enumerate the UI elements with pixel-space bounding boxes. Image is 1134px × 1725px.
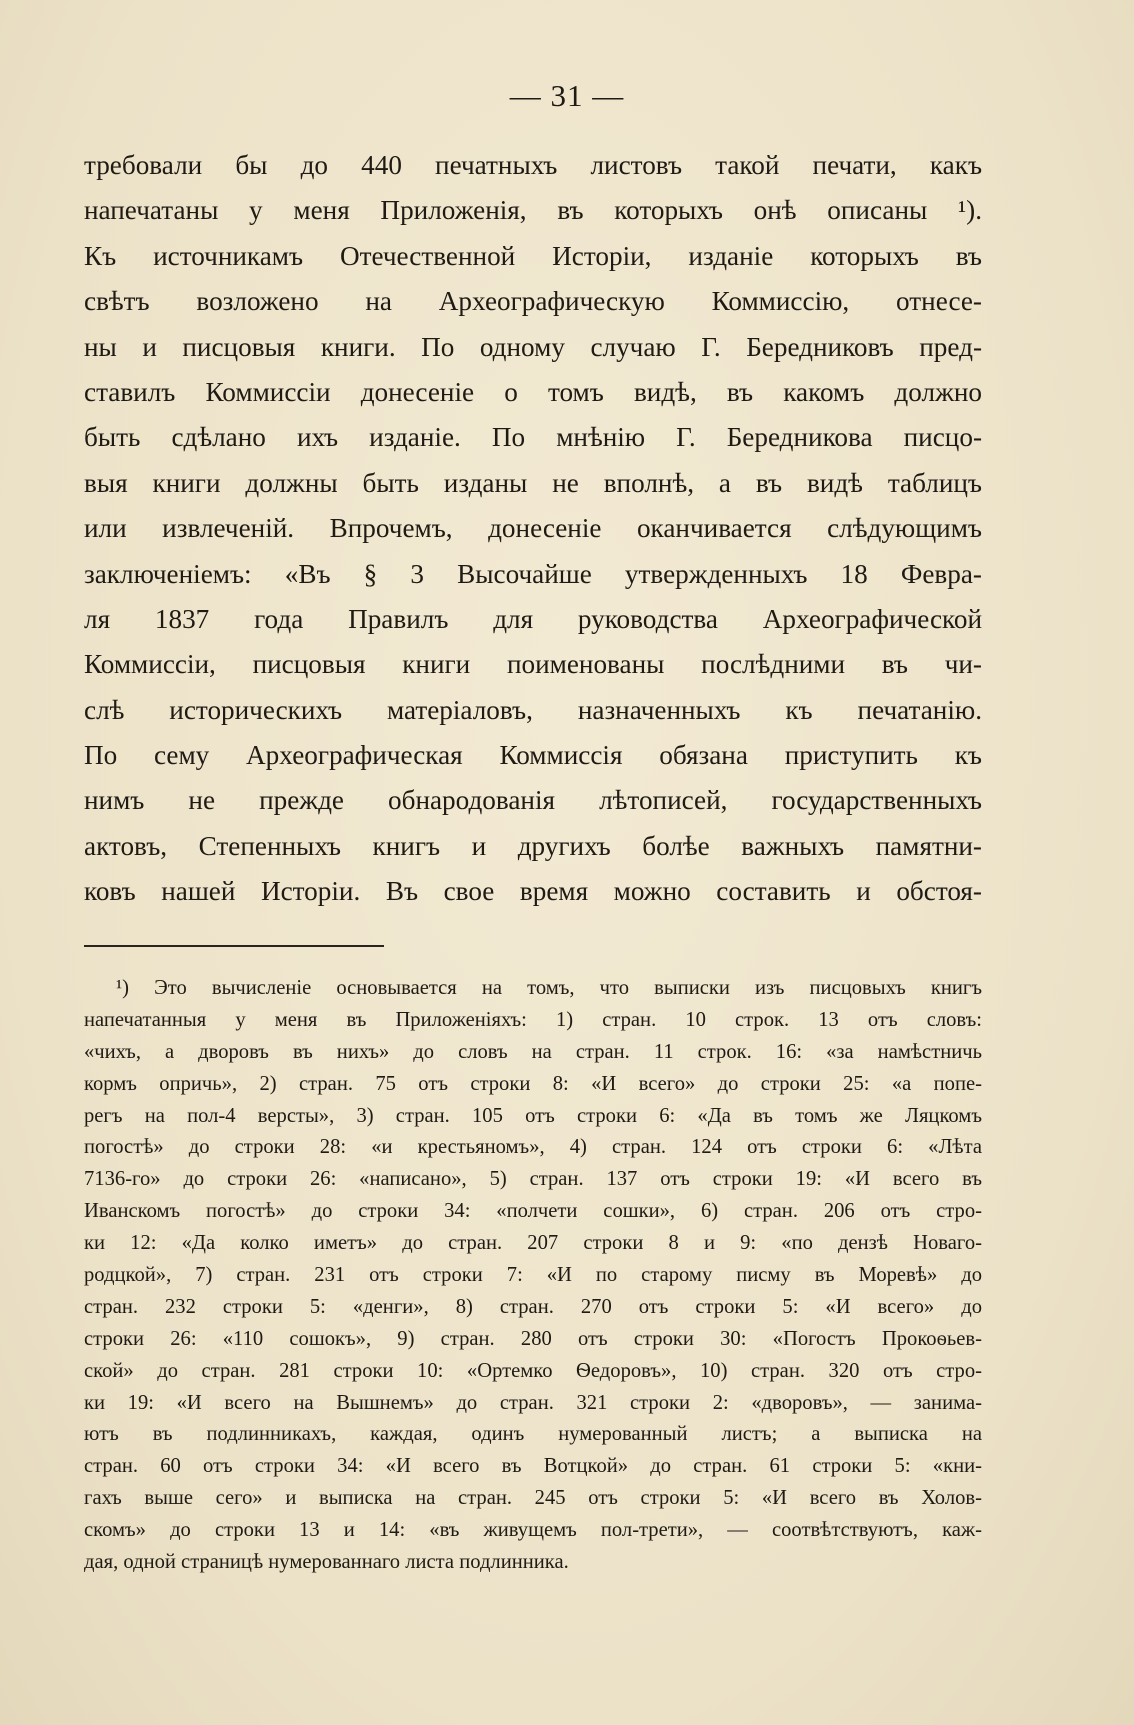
page-number: — 31 — [509,78,625,113]
footnote-line: ¹) Это вычисленіе основывается на томъ, что выписки изъ писцовыхъ книгъ [116,977,982,999]
footnote-divider [84,945,384,947]
footnote-line: скомъ» до строки 13 и 14: «въ живущемъ пол-трети», — соотвѣтствуютъ, каж- [84,1519,982,1542]
body-line: актовъ, Степенныхъ книгъ и другихъ болѣе важныхъ памятни- [84,830,982,861]
footnote-line: ки 19: «И всего на Вышнемъ» до стран. 321 строки 2: «дворовъ», — занима- [84,1391,982,1414]
body-line: Къ источникамъ Отечественной Исторіи, изданіе которыхъ въ [84,240,982,271]
footnote-block [84,973,982,1579]
footnote-line: ки 12: «Да колко иметъ» до стран. 207 строки 8 и 9: «по дензѣ Новаго- [84,1232,982,1255]
body-line: ны и писцовыя книги. По одному случаю Г. Бередниковъ пред- [84,331,982,362]
footnote-line: стран. 232 строки 5: «денги», 8) стран. 270 отъ строки 5: «И всего» до [84,1295,982,1318]
footnote-line: строки 26: «110 сошокъ», 9) стран. 280 отъ строки 30: «Погостъ Прокоѳьев- [84,1327,982,1350]
body-line: выя книги должны быть изданы не вполнѣ, а въ видѣ таблицъ [84,467,982,498]
footnote-line: кормъ опричь», 2) стран. 75 отъ строки 8: «И всего» до строки 25: «а попе- [84,1072,982,1095]
body-line: По сему Археографическая Коммиссія обязана приступить къ [84,740,982,771]
footnote-line: родцкой», 7) стран. 231 отъ строки 7: «И по старому писму въ Моревѣ» до [84,1264,982,1287]
body-line: напечатаны у меня Приложенія, въ которыхъ онѣ описаны ¹). [84,195,982,226]
body-line: быть сдѣлано ихъ изданіе. По мнѣнію Г. Бередникова писцо- [84,422,982,453]
footnote-line: дая, одной страницѣ нумерованнаго листа подлинника. [84,1551,569,1574]
body-line: или извлеченій. Впрочемъ, донесеніе оканчивается слѣдующимъ [84,513,982,544]
footnote-line: 7136-го» до строки 26: «написано», 5) стран. 137 отъ строки 19: «И всего въ [84,1168,982,1191]
body-line: ставилъ Коммиссіи донесеніе о томъ видѣ, въ какомъ должно [84,376,982,407]
body-line: ковъ нашей Исторіи. Въ свое время можно составить и обстоя- [84,876,982,907]
footnote-line: регъ на пол-4 версты», 3) стран. 105 отъ строки 6: «Да въ томъ же Ляцкомъ [84,1104,982,1127]
main-text-block [84,143,982,915]
footnote-line: гахъ выше сего» и выписка на стран. 245 отъ строки 5: «И всего въ Холов- [84,1487,982,1510]
body-line: слѣ историческихъ матеріаловъ, назначенныхъ къ печатанію. [84,694,982,725]
body-line: нимъ не прежде обнародованія лѣтописей, государственныхъ [84,785,982,816]
body-line: требовали бы до 440 печатныхъ листовъ такой печати, какъ [84,150,982,180]
footnote-line: напечатанныя у меня въ Приложеніяхъ: 1) стран. 10 строк. 13 отъ словъ: [84,1008,982,1031]
body-line: заключеніемъ: «Въ § 3 Высочайше утвержденныхъ 18 Февра- [84,558,982,589]
body-line: ля 1837 года Правилъ для руководства Археографической [84,603,982,634]
footnote-line: ютъ въ подлинникахъ, каждая, одинъ нумерованный листъ; а выписка на [84,1423,982,1446]
body-line: свѣтъ возложено на Археографическую Коммиссію, отнесе- [84,286,982,317]
footnote-line: ской» до стран. 281 строки 10: «Ортемко Ѳедоровъ», 10) стран. 320 отъ стро- [84,1359,982,1382]
footnote-line: стран. 60 отъ строки 34: «И всего въ Вотцкой» до стран. 61 строки 5: «кни- [84,1455,982,1478]
footnote-line: «чихъ, а дворовъ въ нихъ» до словъ на стран. 11 строк. 16: «за намѣстничь [84,1040,982,1063]
footnote-line: погостѣ» до строки 28: «и крестьяномъ», 4) стран. 124 отъ строки 6: «Лѣта [84,1136,982,1159]
body-line: Коммиссіи, писцовыя книги поименованы послѣдними въ чи- [84,649,982,680]
footnote-line: Иванскомъ погостѣ» до строки 34: «полчети сошки», 6) стран. 206 отъ стро- [84,1200,982,1223]
